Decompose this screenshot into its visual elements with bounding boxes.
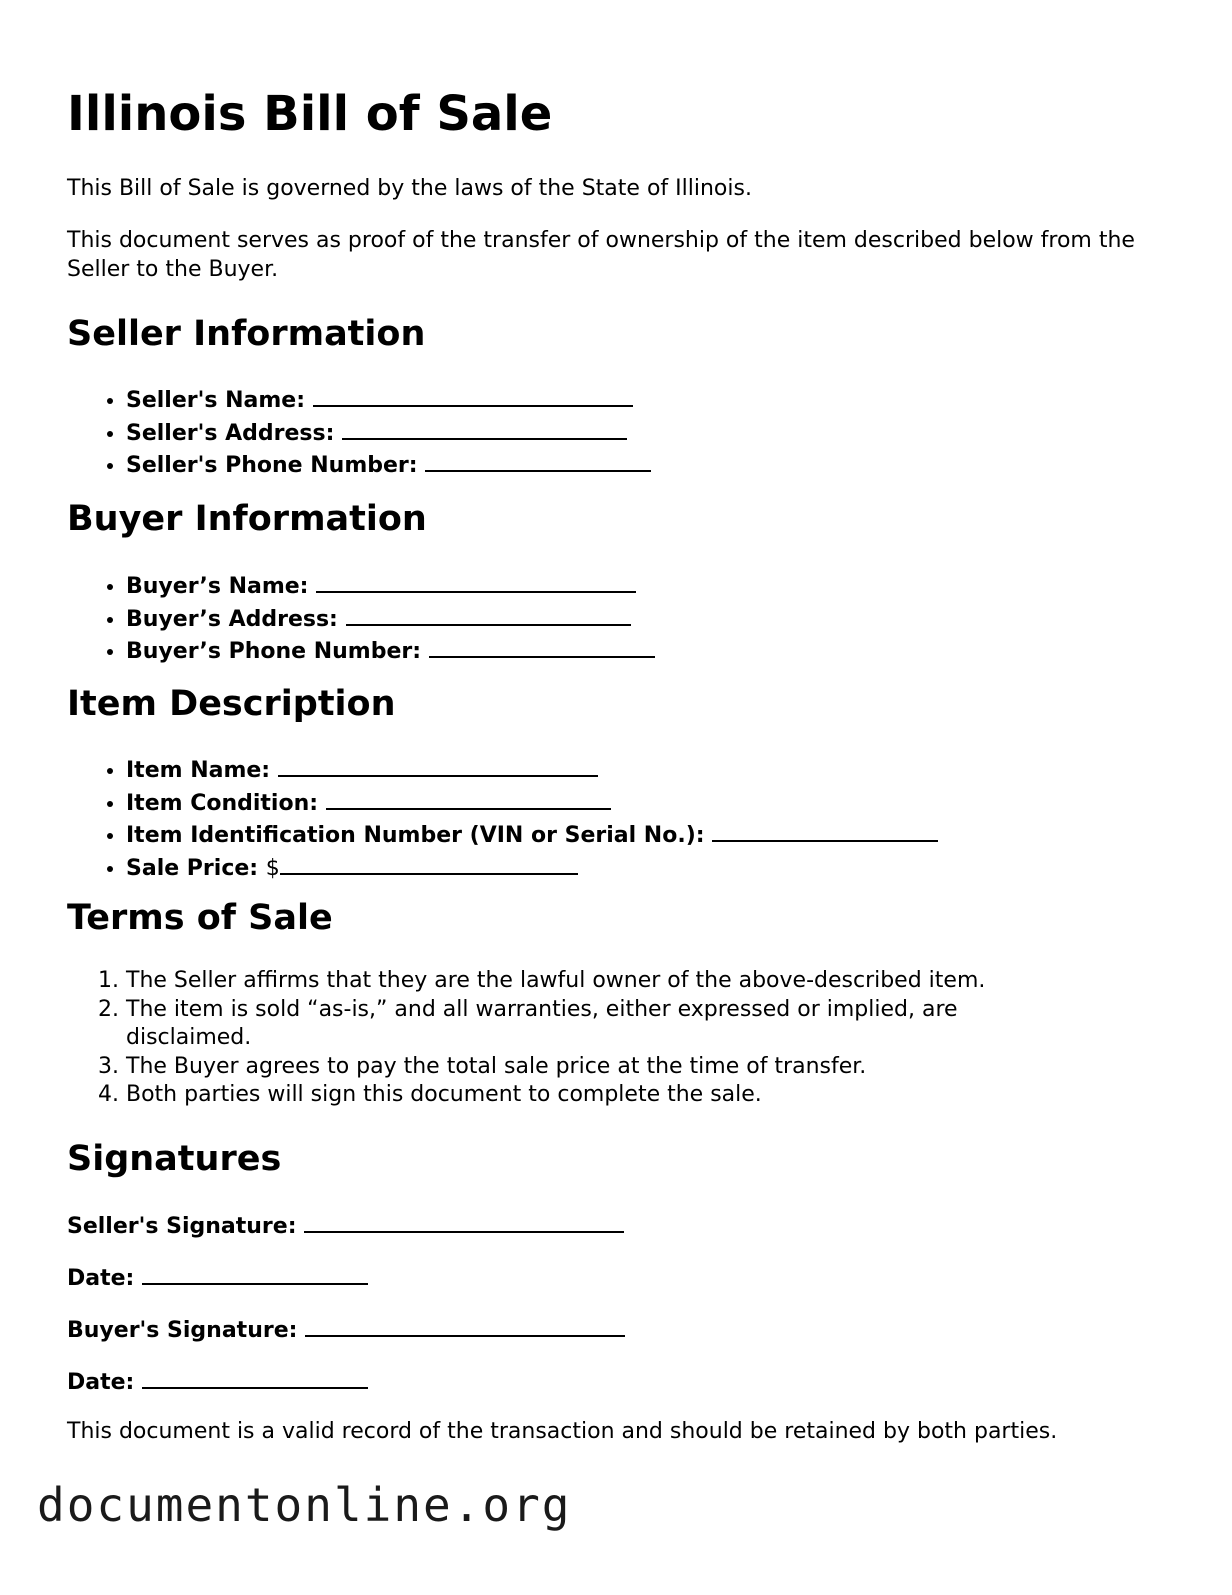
buyer-signature-label: Buyer's Signature:: [67, 1318, 298, 1343]
item-condition-field[interactable]: [326, 786, 611, 810]
signatures-heading: Signatures: [67, 1139, 282, 1179]
terms-list: [67, 967, 1126, 1110]
seller-address-label: Seller's Address:: [126, 420, 335, 446]
term-item: 3. The Buyer agrees to pay the total sale price at the time of transfer.: [126, 1053, 1126, 1082]
currency-symbol: $: [265, 855, 280, 881]
term-item: 4. Both parties will sign this document to complete the sale.: [126, 1081, 1126, 1110]
seller-heading: Seller Information: [67, 314, 426, 354]
item-name-label: Item Name:: [126, 758, 271, 783]
buyer-date-field[interactable]: [142, 1365, 368, 1389]
buyer-address-item: [126, 602, 1126, 635]
seller-list: [67, 383, 1126, 481]
item-id-field[interactable]: [712, 818, 938, 842]
purpose-text: This document serves as proof of the transfer of ownership of the item described below from the Seller to the Buyer.: [67, 228, 1135, 282]
term-item: 1. The Seller affirms that they are the lawful owner of the above-described item.: [126, 967, 1126, 996]
seller-name-item: [126, 383, 1126, 416]
sale-price-item: [126, 851, 1126, 884]
buyer-phone-item: [126, 634, 1126, 667]
buyer-phone-field[interactable]: [429, 634, 655, 658]
sale-price-field[interactable]: [280, 851, 578, 875]
item-id-item: [126, 818, 1126, 851]
buyer-name-item: [126, 569, 1126, 602]
seller-signature-line: [67, 1209, 624, 1241]
buyer-list: [67, 569, 1126, 667]
buyer-signature-line: [67, 1313, 625, 1345]
buyer-address-label: Buyer’s Address:: [126, 606, 338, 632]
item-condition-label: Item Condition:: [126, 790, 319, 816]
buyer-signature-field[interactable]: [305, 1313, 625, 1337]
terms-heading: Terms of Sale: [67, 898, 333, 938]
seller-address-field[interactable]: [342, 416, 627, 440]
item-name-item: [126, 753, 1126, 786]
seller-phone-field[interactable]: [425, 448, 651, 472]
item-condition-item: [126, 786, 1126, 819]
buyer-address-field[interactable]: [346, 602, 631, 626]
term-item: 2. The item is sold “as-is,” and all warranties, either expressed or implied, are disclaimed.: [126, 996, 1046, 1053]
governing-law-text: This Bill of Sale is governed by the laws of the State of Illinois.: [67, 176, 752, 201]
seller-date-line: [67, 1261, 368, 1293]
document-title: Illinois Bill of Sale: [67, 86, 553, 142]
seller-name-label: Seller's Name:: [126, 388, 306, 413]
buyer-heading: Buyer Information: [67, 499, 427, 539]
buyer-date-label: Date:: [67, 1370, 135, 1395]
item-id-label: Item Identification Number (VIN or Serial No.):: [126, 823, 705, 848]
item-list: [67, 753, 1126, 883]
seller-phone-item: [126, 448, 1126, 481]
watermark-text: documentonline.org: [37, 1478, 572, 1532]
seller-signature-field[interactable]: [304, 1209, 624, 1233]
seller-address-item: [126, 416, 1126, 449]
seller-name-field[interactable]: [313, 383, 633, 407]
item-heading: Item Description: [67, 684, 396, 724]
sale-price-label: Sale Price:: [126, 855, 259, 881]
buyer-date-line: [67, 1365, 368, 1397]
buyer-name-field[interactable]: [316, 569, 636, 593]
buyer-name-label: Buyer’s Name:: [126, 574, 309, 599]
seller-date-field[interactable]: [142, 1261, 368, 1285]
buyer-phone-label: Buyer’s Phone Number:: [126, 639, 422, 664]
seller-date-label: Date:: [67, 1266, 135, 1291]
item-name-field[interactable]: [278, 753, 598, 777]
closing-text: This document is a valid record of the transaction and should be retained by both parties.: [67, 1419, 1058, 1444]
seller-signature-label: Seller's Signature:: [67, 1214, 297, 1239]
seller-phone-label: Seller's Phone Number:: [126, 453, 418, 478]
